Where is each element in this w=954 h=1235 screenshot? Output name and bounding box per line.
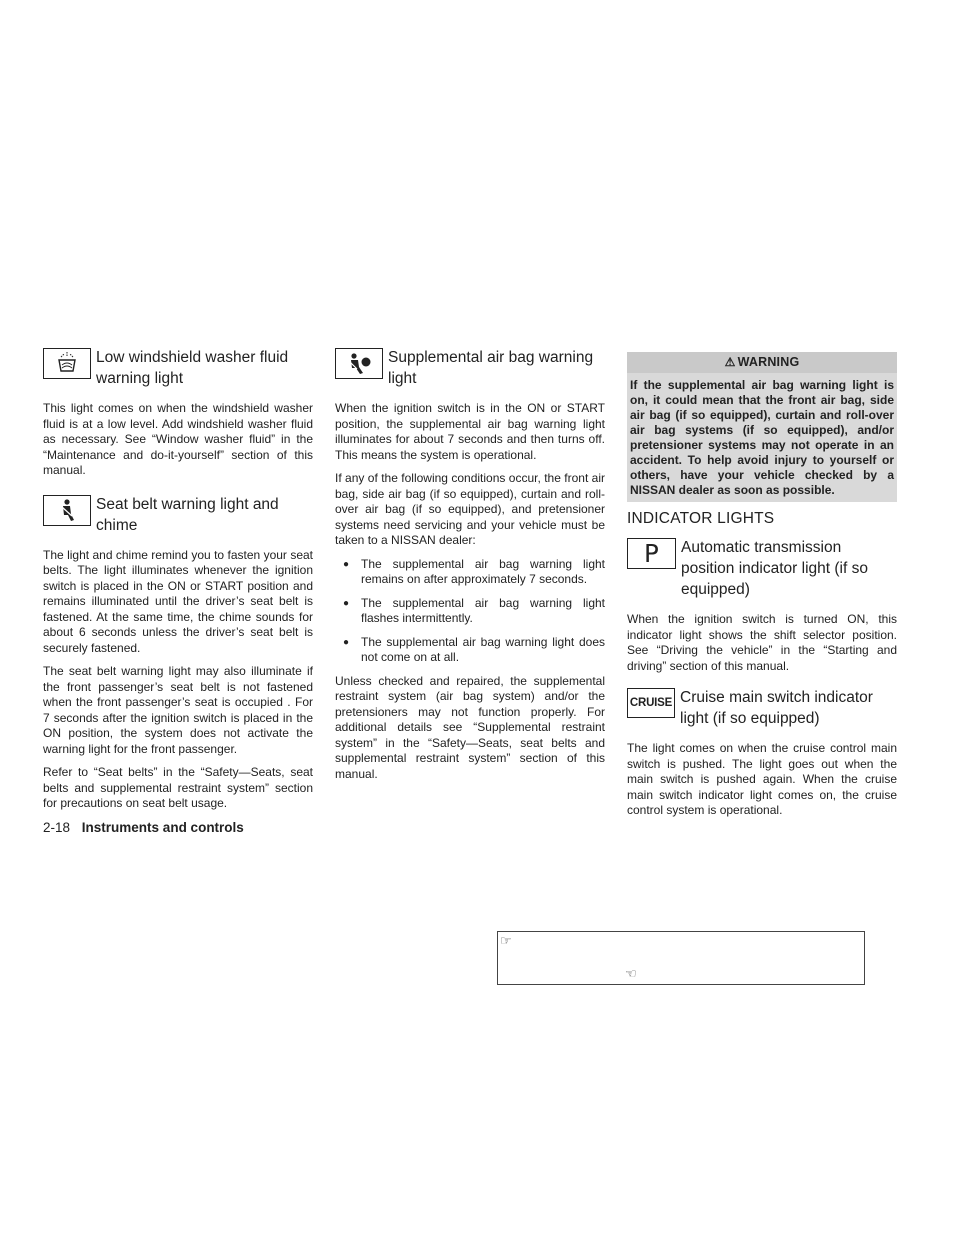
transmission-body: When the ignition switch is turned ON, this indicator light shows the shift selector position. See “Driving the vehicle” in the “Starting and driving” section of this manual. bbox=[627, 612, 897, 673]
column-middle bbox=[335, 346, 605, 790]
transmission-heading bbox=[627, 536, 897, 600]
washer-fluid-heading bbox=[43, 346, 313, 389]
page-footer bbox=[43, 820, 244, 835]
indicator-lights-heading: INDICATOR LIGHTS bbox=[627, 510, 775, 527]
washer-fluid-title: Low windshield washer fluid warning light bbox=[96, 349, 289, 387]
cruise-icon-label: CRUISE bbox=[629, 697, 673, 709]
seat-belt-body-3: Refer to “Seat belts” in the “Safety—Seats, seat belts and supplemental restraint system” section for precautions on seat belt usage. bbox=[43, 765, 313, 810]
air-bag-body-2: If any of the following conditions occur, the front air bag, side air bag (if so equipped), curtain and roll-over air bag (if so equipped), and pretensioner systems need servicing and your vehicle must be taken to a NISSAN dealer: bbox=[335, 471, 605, 547]
column-right bbox=[627, 346, 897, 827]
warning-header bbox=[627, 352, 897, 373]
seat-belt-body-1: The light and chime remind you to fasten your seat belts. The light illuminates whenever the ignition switch is placed in the ON or START position and remains illuminated until the driver’s seat belt is fastened. At the same time, the chime sounds for about 6 seconds unless the driver’s seat belt is securely fastened. bbox=[43, 547, 313, 655]
washer-fluid-body: This light comes on when the windshield washer fluid is at a low level. Add windshield washer fluid as necessary. See “Window washer fluid” in the “Maintenance and do-it-yourself” section of this manual. bbox=[43, 401, 313, 477]
footer-section-title: Instruments and controls bbox=[81, 820, 244, 835]
pointing-hand-icon: ☜ bbox=[625, 966, 637, 981]
warning-box bbox=[627, 352, 897, 502]
air-bag-body-3: Unless checked and repaired, the supplemental restraint system (air bag system) and/or the pretensioners may not function properly. For additional details see “Supplemental restraint system” in the “Safety—Seats, seat belts and supplemental restraint system” section of this manual. bbox=[335, 673, 605, 781]
cruise-heading bbox=[627, 686, 897, 729]
seat-belt-icon bbox=[43, 495, 91, 526]
list-item: ● The supplemental air bag warning light does not come on at all. bbox=[335, 635, 605, 666]
washer-fluid-icon bbox=[43, 348, 91, 379]
pointing-hand-icon: ☞ bbox=[500, 933, 512, 948]
air-bag-icon bbox=[335, 348, 383, 379]
warning-label: WARNING bbox=[737, 355, 800, 369]
warning-triangle-icon: ⚠ bbox=[724, 355, 736, 369]
seat-belt-heading bbox=[43, 493, 313, 536]
air-bag-title: Supplemental air bag warning light bbox=[388, 349, 594, 387]
air-bag-conditions-list bbox=[335, 557, 605, 666]
cruise-title: Cruise main switch indicator light (if so equipped) bbox=[680, 689, 873, 727]
air-bag-body-1: When the ignition switch is in the ON or START position, the supplemental air bag warning light illuminates for about 7 seconds and then turns off. This means the system is operational. bbox=[335, 401, 605, 462]
page-number: 2-18 bbox=[43, 820, 71, 835]
seat-belt-title: Seat belt warning light and chime bbox=[96, 495, 279, 534]
seat-belt-body-2: The seat belt warning light may also illuminate if the front passenger’s seat belt is not fastened when the front passenger’s seat is occupied . For 7 seconds after the ignition switch is placed in the ON position, the system does not activate the warning light for the front passenger. bbox=[43, 664, 313, 756]
cruise-icon bbox=[627, 688, 675, 718]
list-item: ● The supplemental air bag warning light flashes intermittently. bbox=[335, 596, 605, 627]
list-item: ● The supplemental air bag warning light remains on after approximately 7 seconds. bbox=[335, 557, 605, 588]
transmission-title: Automatic transmission position indicator light (if so equipped) bbox=[681, 539, 868, 598]
air-bag-heading bbox=[335, 346, 605, 389]
warning-text: If the supplemental air bag warning light is on, it could mean that the front air bag, side air bag (if so equipped), curtain and roll-over air bag systems (if so equipped), and/or pretensioner systems may not operate in an accident. To help avoid injury to yourself or others, have your vehicle checked by a NISSAN dealer as soon as possible. bbox=[630, 378, 894, 497]
note-box bbox=[497, 931, 865, 985]
cruise-body: The light comes on when the cruise control main switch is pushed. The light goes out when the main switch is pushed again. When the cruise main switch indicator light comes on, the cruise control system is operational. bbox=[627, 741, 897, 817]
park-position-icon bbox=[627, 538, 676, 569]
park-letter: P bbox=[643, 539, 660, 568]
column-left bbox=[43, 346, 313, 820]
